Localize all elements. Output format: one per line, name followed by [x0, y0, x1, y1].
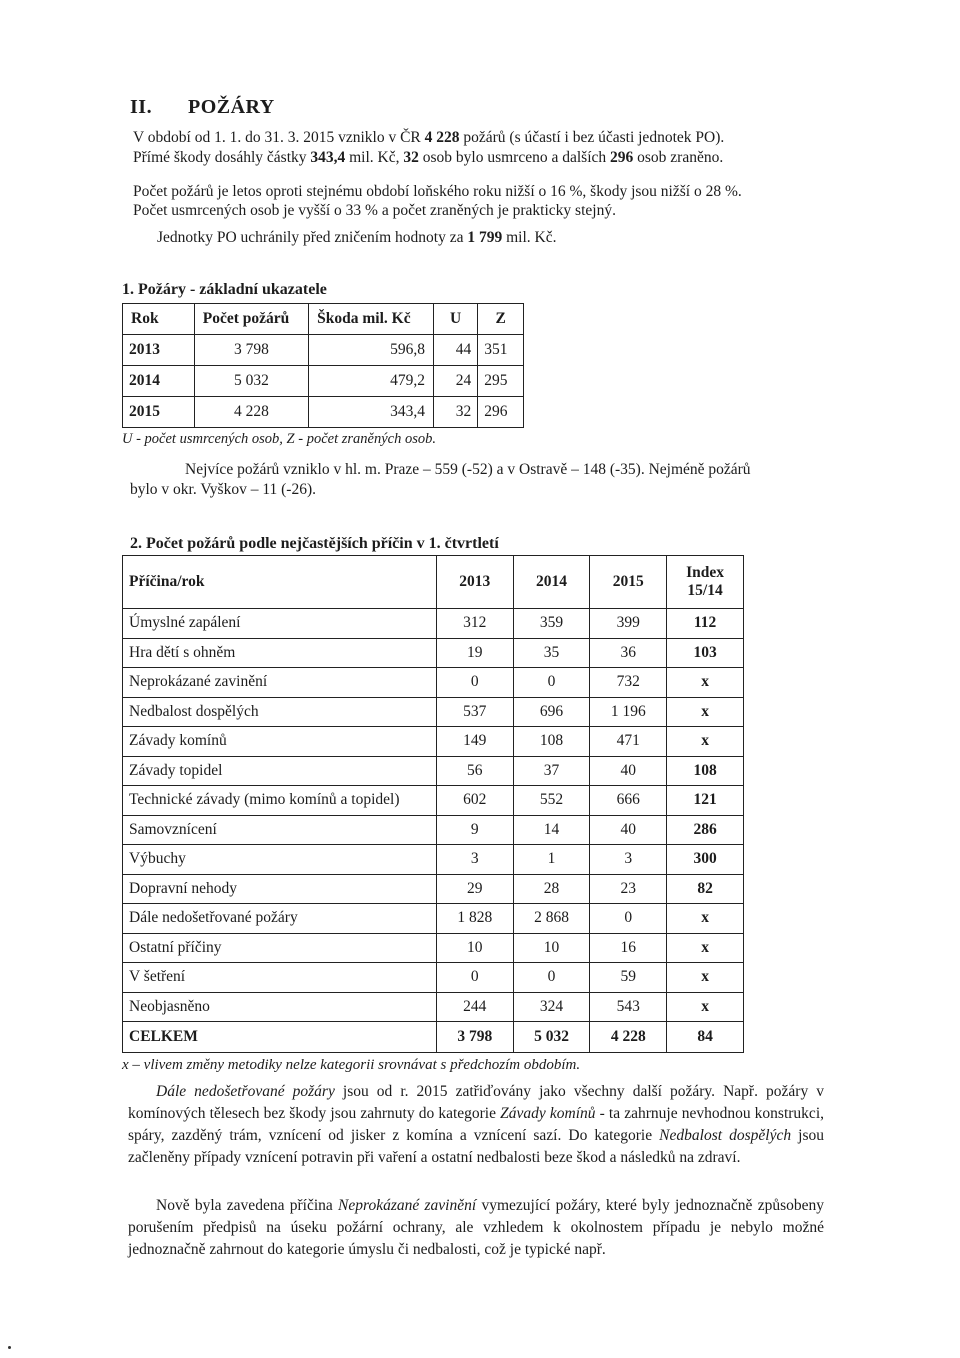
- table-cell: 82: [667, 874, 744, 904]
- table-cell: 36: [590, 638, 667, 668]
- column-header: 2013: [436, 556, 513, 609]
- section-number: II.: [130, 96, 153, 118]
- basic-indicators-table: [122, 303, 524, 428]
- table-row: [123, 786, 744, 816]
- table-cell: x: [667, 697, 744, 727]
- cause-name: Závady komínů: [123, 727, 437, 757]
- table-cell: 295: [478, 366, 524, 397]
- table-cell: 28: [513, 874, 590, 904]
- column-header: Příčina/rok: [123, 556, 437, 609]
- section-title: POŽÁRY: [188, 96, 275, 118]
- table-cell: 44: [433, 335, 477, 366]
- injured-value: 296: [610, 149, 634, 166]
- table-cell: 37: [513, 756, 590, 786]
- cause-name: Dopravní nehody: [123, 874, 437, 904]
- table-cell: 552: [513, 786, 590, 816]
- table-cell: 696: [513, 697, 590, 727]
- table-cell: 2 868: [513, 904, 590, 934]
- table-cell: 1 828: [436, 904, 513, 934]
- table-row: [123, 609, 744, 639]
- intro-text: osob bylo usmrceno a dalších: [418, 149, 611, 166]
- table-cell: 4 228: [590, 1022, 667, 1053]
- table-row: [123, 727, 744, 757]
- section-heading: [130, 96, 275, 119]
- table-cell: 56: [436, 756, 513, 786]
- table-cell: 149: [436, 727, 513, 757]
- table-cell: 40: [590, 756, 667, 786]
- table-cell: 40: [590, 815, 667, 845]
- intro-text: osob zraněno.: [633, 149, 724, 166]
- column-header: Škoda mil. Kč: [309, 304, 434, 335]
- saved-value: 1 799: [467, 229, 503, 246]
- paragraph-text: vymezující požáry, které byly jednoznačně způsobeny porušením předpisů na úseku požární ochrany, ale vzhledem k okolnostem případu je nebylo možné jednoznačně zahrnout do kategorie úmyslu či nedbalosti, což je typické např.: [128, 1197, 824, 1258]
- cause-name: Dále nedošetřované požáry: [123, 904, 437, 934]
- table-cell: 244: [436, 992, 513, 1022]
- deaths-value: 32: [403, 149, 419, 166]
- paragraph-2: [128, 1195, 824, 1261]
- table-cell: 0: [436, 668, 513, 698]
- table-cell: 10: [513, 933, 590, 963]
- table-cell: 479,2: [309, 366, 434, 397]
- table1-title: 1. Požáry - základní ukazatele: [122, 281, 327, 298]
- cause-name: Neprokázané zavinění: [123, 668, 437, 698]
- italic-term: Neprokázané zavinění: [338, 1197, 477, 1214]
- table-row: [123, 845, 744, 875]
- table-row: [123, 874, 744, 904]
- table-row: [123, 815, 744, 845]
- table-cell: 543: [590, 992, 667, 1022]
- cause-name: V šetření: [123, 963, 437, 993]
- table-cell: 16: [590, 933, 667, 963]
- table-cell: 732: [590, 668, 667, 698]
- table2-footnote: x – vlivem změny metodiky nelze kategorii srovnávat s předchozím obdobím.: [122, 1057, 581, 1073]
- column-header: Rok: [123, 304, 195, 335]
- table-cell: 84: [667, 1022, 744, 1053]
- table-cell: 537: [436, 697, 513, 727]
- column-header: Z: [478, 304, 524, 335]
- table-cell: 3: [436, 845, 513, 875]
- intro-text: mil. Kč.: [502, 229, 557, 246]
- table-cell: 324: [513, 992, 590, 1022]
- intro-text: Přímé škody dosáhly částky: [133, 149, 311, 166]
- table-cell: 1: [513, 845, 590, 875]
- column-header: 2015: [590, 556, 667, 609]
- damage-value: 343,4: [310, 149, 346, 166]
- table-cell: 2015: [123, 397, 195, 428]
- table-cell: 312: [436, 609, 513, 639]
- table-cell: 103: [667, 638, 744, 668]
- cause-name: Technické závady (mimo komínů a topidel): [123, 786, 437, 816]
- table-cell: 0: [436, 963, 513, 993]
- table-row: [123, 366, 524, 397]
- table-header-row: [123, 556, 744, 609]
- paragraph-text: jsou od r. 2015 zatřiďovány jako všechny další požáry. Např. požáry v komínových tělesech bez škody jsou zahrnuty do kategorie: [128, 1083, 824, 1122]
- table-cell: 3 798: [194, 335, 308, 366]
- column-header: Index 15/14: [667, 556, 744, 609]
- cause-name: Úmyslné zapálení: [123, 609, 437, 639]
- table-cell: 112: [667, 609, 744, 639]
- table-row: [123, 335, 524, 366]
- table-row: [123, 933, 744, 963]
- table-row: [123, 963, 744, 993]
- table-cell: 10: [436, 933, 513, 963]
- table-cell: 343,4: [309, 397, 434, 428]
- table-cell: x: [667, 904, 744, 934]
- table-cell: 108: [667, 756, 744, 786]
- table-cell: 23: [590, 874, 667, 904]
- table-cell: 35: [513, 638, 590, 668]
- table-cell: 399: [590, 609, 667, 639]
- intro-text: mil. Kč,: [345, 149, 404, 166]
- fire-count: 4 228: [424, 129, 460, 146]
- column-header: U: [433, 304, 477, 335]
- table-cell: 2013: [123, 335, 195, 366]
- table-cell: x: [667, 933, 744, 963]
- intro-line-3: Počet požárů je letos oproti stejnému období loňského roku nižší o 16 %, škody jsou nižší o 28 %.: [133, 183, 742, 200]
- table-row: [123, 756, 744, 786]
- table-cell: 121: [667, 786, 744, 816]
- column-header: 2014: [513, 556, 590, 609]
- table-cell: 24: [433, 366, 477, 397]
- table-cell: 351: [478, 335, 524, 366]
- italic-term: Nedbalost dospělých: [659, 1127, 792, 1144]
- table-cell: 296: [478, 397, 524, 428]
- table-body: [123, 609, 744, 1022]
- table-cell: 32: [433, 397, 477, 428]
- cause-name: Samovznícení: [123, 815, 437, 845]
- intro-line-2: [133, 146, 723, 169]
- table-cell: 596,8: [309, 335, 434, 366]
- paragraph-text: - ta zahrnuje nevhodnou konstrukci, spáry, zazděný trám, vznícení od jisker z komína a vznícení sazí. Do kategorie: [128, 1105, 824, 1144]
- table-cell: 2014: [123, 366, 195, 397]
- table-row: [123, 638, 744, 668]
- paragraph-text: Nově byla zavedena příčina: [156, 1197, 339, 1214]
- intro-line-4: Počet usmrcených osob je vyšší o 33 % a počet zraněných je prakticky stejný.: [133, 202, 616, 219]
- table-cell: 0: [590, 904, 667, 934]
- table-cell: 359: [513, 609, 590, 639]
- intro-text: požárů (s účastí i bez účasti jednotek PO).: [459, 129, 725, 146]
- table-cell: 59: [590, 963, 667, 993]
- regions-line-1: Nejvíce požárů vzniklo v hl. m. Praze – 559 (-52) a v Ostravě – 148 (-35). Nejméně požárů: [185, 461, 751, 478]
- cause-name: Výbuchy: [123, 845, 437, 875]
- scan-mark: [8, 1346, 11, 1349]
- italic-term: Závady komínů: [500, 1105, 596, 1122]
- table-cell: 3: [590, 845, 667, 875]
- table-cell: 0: [513, 668, 590, 698]
- table-row: [123, 697, 744, 727]
- table-row: [123, 992, 744, 1022]
- table-cell: 108: [513, 727, 590, 757]
- column-header: Počet požárů: [194, 304, 308, 335]
- cause-name: Hra dětí s ohněm: [123, 638, 437, 668]
- table-cell: 29: [436, 874, 513, 904]
- table-cell: CELKEM: [123, 1022, 437, 1053]
- table-cell: 602: [436, 786, 513, 816]
- table1-legend: U - počet usmrcených osob, Z - počet zraněných osob.: [122, 431, 436, 447]
- cause-name: Nedbalost dospělých: [123, 697, 437, 727]
- italic-term: Dále nedošetřované požáry: [156, 1083, 335, 1100]
- intro-text: V období od 1. 1. do 31. 3. 2015 vzniklo v ČR: [133, 129, 425, 146]
- table-cell: 19: [436, 638, 513, 668]
- cause-name: Ostatní příčiny: [123, 933, 437, 963]
- paragraph-text: jsou začleněny případy vznícení potravin při vaření a ostatní nedbalosti beze škod a následků na zdraví.: [128, 1127, 825, 1166]
- fire-causes-table: [122, 555, 744, 1053]
- table-row: [123, 668, 744, 698]
- paragraph-1: [128, 1081, 824, 1169]
- regions-line-2: bylo v okr. Vyškov – 11 (-26).: [130, 481, 316, 498]
- table-cell: x: [667, 668, 744, 698]
- table-cell: 3 798: [436, 1022, 513, 1053]
- table-cell: 5 032: [513, 1022, 590, 1053]
- table-row: [123, 397, 524, 428]
- table2-title: 2. Počet požárů podle nejčastějších příčin v 1. čtvrtletí: [130, 535, 499, 552]
- intro-line-5: [157, 226, 556, 249]
- table-cell: x: [667, 992, 744, 1022]
- table-cell: 471: [590, 727, 667, 757]
- table-cell: x: [667, 727, 744, 757]
- table-cell: 4 228: [194, 397, 308, 428]
- table-total-row: [123, 1022, 744, 1053]
- table-header-row: [123, 304, 524, 335]
- cause-name: Závady topidel: [123, 756, 437, 786]
- table-cell: x: [667, 963, 744, 993]
- table-cell: 300: [667, 845, 744, 875]
- table-cell: 666: [590, 786, 667, 816]
- intro-text: Jednotky PO uchránily před zničením hodnoty za: [157, 229, 468, 246]
- table-cell: 1 196: [590, 697, 667, 727]
- table-cell: 9: [436, 815, 513, 845]
- table-cell: 0: [513, 963, 590, 993]
- table-row: [123, 904, 744, 934]
- table-cell: 5 032: [194, 366, 308, 397]
- table-cell: 286: [667, 815, 744, 845]
- cause-name: Neobjasněno: [123, 992, 437, 1022]
- table-cell: 14: [513, 815, 590, 845]
